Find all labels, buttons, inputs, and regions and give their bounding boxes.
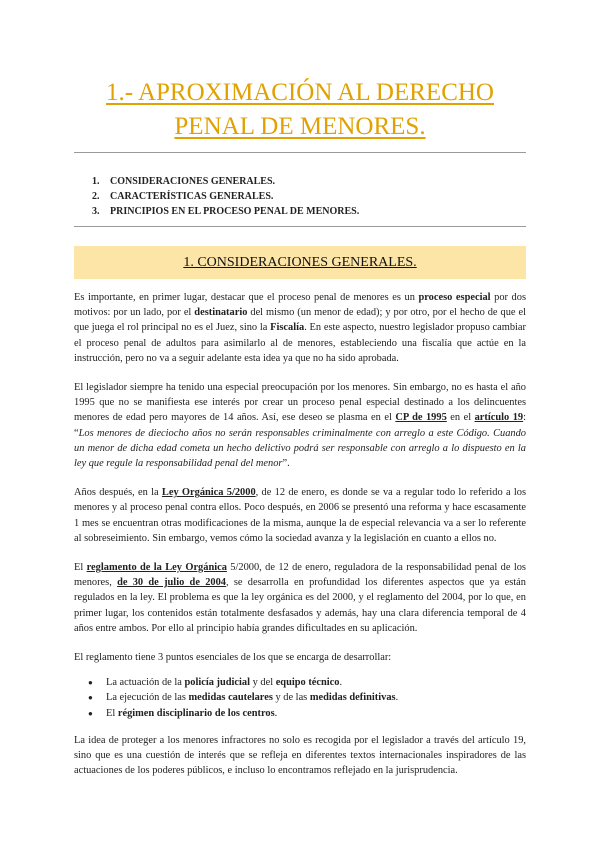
title-line-2: PENAL DE MENORES. — [174, 113, 426, 140]
document-title — [60, 76, 540, 144]
list-item: ● El régimen disciplinario de los centros. — [88, 706, 526, 721]
toc-item: 3. PRINCIPIOS EN EL PROCESO PENAL DE MENORES. — [92, 206, 360, 217]
paragraph-3: Años después, en la Ley Orgánica 5/2000, de 12 de enero, es donde se va a regular todo lo referido a los menores y al proceso penal contra ellos. Poco después, en 2006 se presentó una reforma y hace escasamente 1 mes se encuentran otras modificaciones de la misma, aunque la de especial relevancia va a ser lo referente al sobreseimiento. Sin embargo, vemos cómo la sociedad avanza y la legislación en cuanto a ellos no. — [74, 487, 526, 544]
paragraph-2: El legislador siempre ha tenido una especial preocupación por los menores. Sin embargo, no es hasta el año 1995 que no se manifiesta ese interés por crear un proceso penal especial destinado a los delincuentes menores de edad pero mayores de 14 años. Así, ese deseo se plasma en el CP de 1995 en el artículo 19: “Los menores de dieciocho años no serán responsables criminalmente con arreglo a este Código. Cuando un menor de dicha edad cometa un hecho delictivo podrá ser responsable con arreglo a lo dispuesto en la ley que regule la responsabilidad penal del menor”. — [74, 382, 526, 470]
body-text — [74, 290, 526, 778]
paragraph-6: La idea de proteger a los menores infractores no solo es recogida por el legislador a través del artículo 19, sino que es una cuestión de interés que se refleja en diferentes textos internacionales inspiradores de las actuaciones de los poderes públicos, e incluso lo encontramos reflejado en la jurisprudencia. — [74, 734, 526, 777]
paragraph-5: El reglamento tiene 3 puntos esenciales de los que se encarga de desarrollar: — [74, 652, 392, 664]
top-divider — [74, 152, 526, 153]
section-heading: 1. CONSIDERACIONES GENERALES. — [183, 255, 417, 270]
section-banner — [74, 246, 526, 279]
title-line-1: 1.- APROXIMACIÓN AL DERECHO — [106, 79, 494, 106]
list-item: ● La actuación de la policía judicial y del equipo técnico. — [88, 675, 526, 690]
essential-points-list — [74, 675, 526, 721]
paragraph-4: El reglamento de la Ley Orgánica 5/2000, de 12 de enero, reguladora de la responsabilidad penal de los menores, de 30 de julio de 2004, se desarrolla en profundidad los diferentes aspectos que ya están regulados en la ley. El problema es que la ley orgánica es del 2000, y el reglamento del 2004, por lo que, en primer lugar, los contenidos están totalmente desfasados y además, hay una clara diferencia temporal de 4 años entre ambos. Por ello al principio había grandes dificultades en su aplicación. — [74, 562, 526, 634]
toc-item: 2. CARACTERÍSTICAS GENERALES. — [92, 191, 274, 202]
bottom-divider — [74, 226, 526, 227]
toc-item: 1. CONSIDERACIONES GENERALES. — [92, 176, 276, 187]
table-of-contents — [92, 174, 359, 219]
list-item: ● La ejecución de las medidas cautelares y de las medidas definitivas. — [88, 690, 526, 705]
paragraph-1: Es importante, en primer lugar, destacar que el proceso penal de menores es un proceso especial por dos motivos: por un lado, por el destinatario del mismo (un menor de edad); y por otro, por el hecho de que el que juega el rol principal no es el Juez, sino la Fiscalía. En este aspecto, nuestro legislador propuso cambiar el proceso penal de adultos para asimilarlo al de menores, estableciendo una fiscalía que actúe en la instrucción, pero no va a seguir adelante esta idea ya que no ha sido aprobada. — [74, 292, 526, 364]
